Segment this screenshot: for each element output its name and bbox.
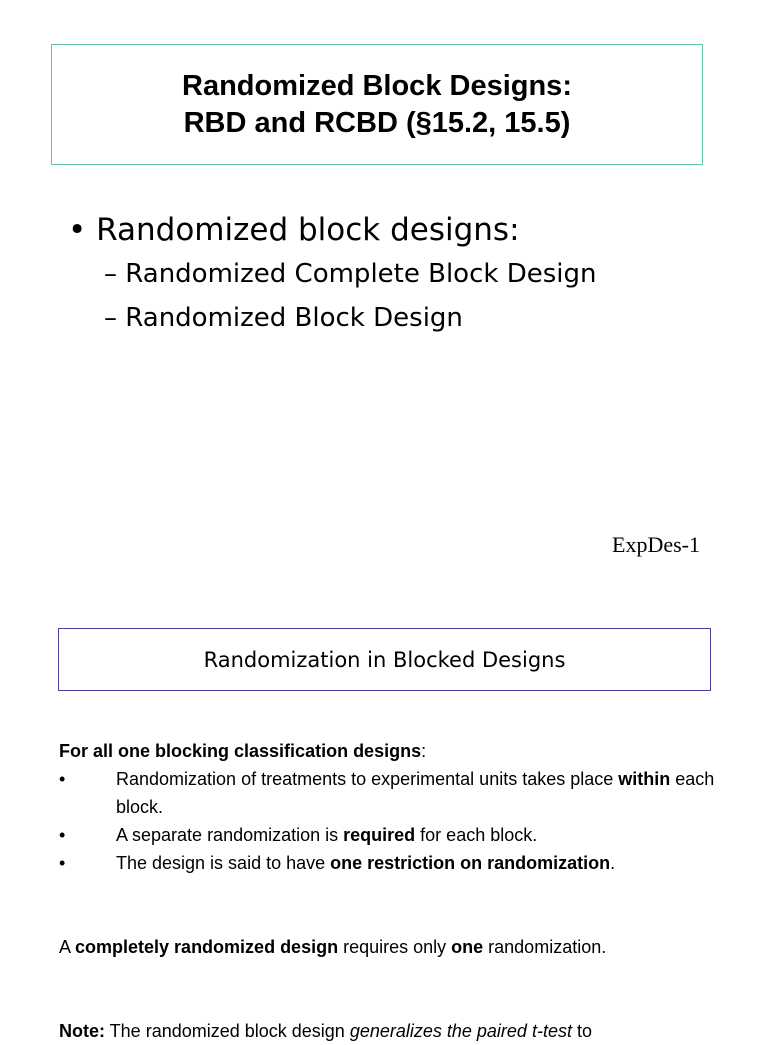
text-span: Randomization of treatments to experimental units takes place — [116, 769, 619, 789]
bullet-sub-1-text: Randomized Complete Block Design — [125, 259, 597, 289]
text-span: A — [59, 937, 76, 957]
italic-span: generalizes the paired — [349, 1021, 532, 1041]
crd-paragraph — [59, 933, 739, 961]
slide-title-line-1: Randomized Block Designs: — [182, 69, 572, 102]
slide-number: ExpDes-1 — [612, 532, 700, 557]
italic-span: -test — [536, 1021, 572, 1041]
bullet-marker: • — [68, 212, 87, 248]
bullet-list — [68, 208, 596, 340]
slide-title-line-2: RBD and RCBD (§15.2, 15.5) — [183, 106, 571, 139]
bold-span: one — [451, 937, 484, 957]
slide-title-box — [51, 44, 703, 165]
bullet-sub-1 — [68, 252, 596, 296]
text-span: The design is said to have — [116, 853, 331, 873]
list-item-text — [116, 765, 739, 821]
list-bullet: • — [59, 769, 66, 789]
list-bullet: • — [59, 853, 66, 873]
text-span: for each block. — [415, 825, 538, 845]
bold-span: within — [618, 769, 671, 789]
bold-span: required — [343, 825, 416, 845]
bullet-main-text: Randomized block designs: — [96, 212, 520, 248]
text-span: to — [571, 1021, 592, 1041]
list-item — [59, 765, 739, 821]
intro-bold: For all one blocking classification designs — [59, 741, 422, 761]
bold-span: completely randomized design — [75, 937, 339, 957]
text-span: The randomized block design — [105, 1021, 350, 1041]
list-item — [59, 849, 739, 877]
dash-marker: – — [104, 303, 117, 333]
body-text — [59, 737, 739, 1045]
text-span: A separate randomization is — [116, 825, 344, 845]
bullet-sub-2-text: Randomized Block Design — [125, 303, 463, 333]
list-item-text — [116, 821, 739, 849]
bullet-sub-2 — [68, 296, 596, 340]
dash-marker: – — [104, 259, 117, 289]
list-item — [59, 821, 739, 849]
section-title-box — [58, 628, 711, 691]
note-paragraph — [59, 1017, 739, 1045]
bullet-main — [68, 208, 596, 252]
text-span: randomization. — [483, 937, 607, 957]
text-span: each block. — [116, 769, 715, 817]
italic-span: t — [531, 1021, 537, 1041]
section-title: Randomization in Blocked Designs — [203, 647, 566, 672]
intro-rest: : — [421, 741, 427, 761]
bold-span: one restriction on randomization — [330, 853, 611, 873]
text-span: requires only — [338, 937, 452, 957]
text-span: . — [610, 853, 616, 873]
intro-paragraph — [59, 737, 739, 765]
note-label: Note: — [59, 1021, 105, 1041]
list-bullet: • — [59, 825, 66, 845]
list-item-text — [116, 849, 739, 877]
